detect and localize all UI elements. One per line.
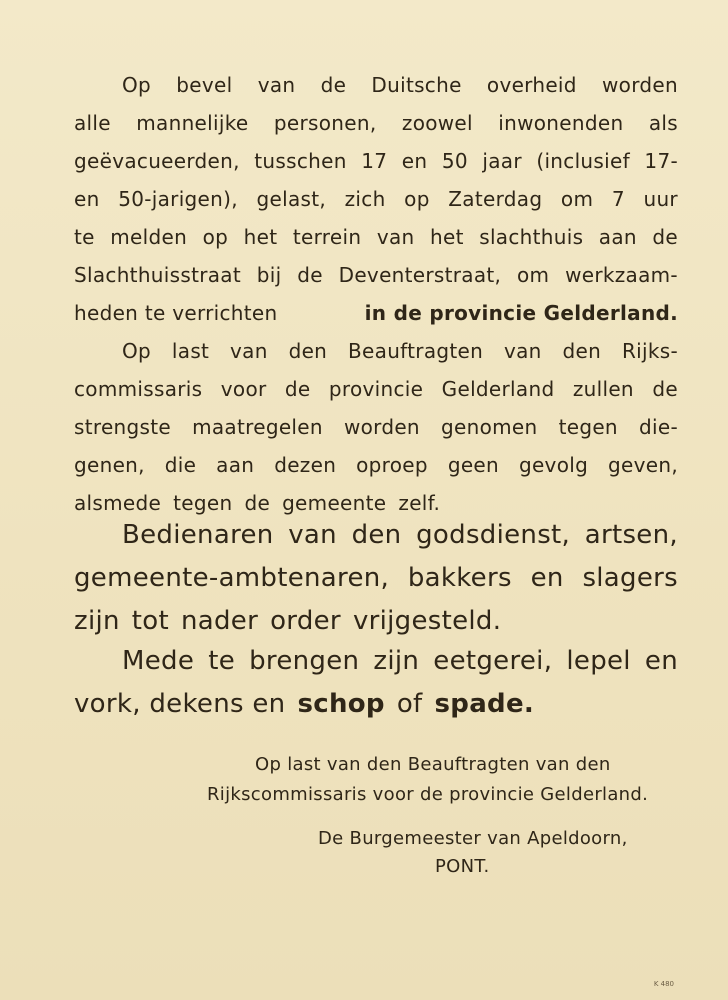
word: zich xyxy=(344,187,386,211)
word: Op xyxy=(122,73,152,97)
word: dezen xyxy=(274,453,337,477)
word: zoowel xyxy=(401,111,473,135)
word: slachthuis xyxy=(479,225,584,249)
printer-mark: K 480 xyxy=(653,980,674,988)
word: lepel xyxy=(566,646,631,676)
text-line xyxy=(74,332,678,370)
word: Rijks- xyxy=(621,339,678,363)
word: den xyxy=(562,339,602,363)
word: de xyxy=(652,225,678,249)
word: Op xyxy=(122,339,152,363)
word: het xyxy=(429,225,464,249)
text-line xyxy=(74,370,678,408)
text-line xyxy=(74,514,678,557)
word: van xyxy=(376,225,415,249)
word: Bedienaren xyxy=(122,520,274,550)
word: artsen, xyxy=(584,520,678,550)
word: Zaterdag xyxy=(448,187,543,211)
emphasis-schop: schop xyxy=(297,689,385,719)
word: Deventerstraat, xyxy=(338,263,502,287)
word: om xyxy=(516,263,550,287)
paragraph-order xyxy=(74,66,678,332)
word: worden xyxy=(602,73,678,97)
text-line xyxy=(74,408,678,446)
word: alsmede xyxy=(74,491,162,515)
text-line xyxy=(74,66,678,104)
word: (inclusief xyxy=(536,149,630,173)
text-word: of xyxy=(396,689,423,719)
text-line xyxy=(74,557,678,600)
word: de xyxy=(244,491,271,515)
text-line xyxy=(74,180,678,218)
word: tegen xyxy=(173,491,233,515)
word: de xyxy=(284,377,311,401)
signature-name: PONT. xyxy=(435,856,490,877)
word: strengste xyxy=(74,415,171,439)
word: op xyxy=(404,187,430,211)
authority-line-2: Rijkscommissaris voor de provincie Gelderland. xyxy=(207,784,649,805)
word: jaar xyxy=(482,149,522,173)
word: geven, xyxy=(608,453,678,477)
text-line-start: vork, dekens en xyxy=(74,689,286,719)
word: overheid xyxy=(486,73,577,97)
word: den xyxy=(288,339,328,363)
word: provincie xyxy=(328,377,424,401)
word: worden xyxy=(343,415,420,439)
word: van xyxy=(257,73,296,97)
text-line-start: heden te verrichten xyxy=(74,301,278,325)
word: van xyxy=(230,339,268,363)
text-line xyxy=(74,640,678,683)
word: order xyxy=(270,606,341,636)
word: inwonenden xyxy=(498,111,624,135)
text-line xyxy=(74,446,678,484)
word: gemeente xyxy=(282,491,387,515)
word: genen, xyxy=(74,453,145,477)
paragraph-penalty xyxy=(74,332,678,522)
word: op xyxy=(202,225,229,249)
word: uur xyxy=(643,187,678,211)
word: en xyxy=(644,646,678,676)
word: brengen xyxy=(249,646,360,676)
word: geëvacueerden, xyxy=(74,149,240,173)
text-line xyxy=(74,294,678,332)
word: 50-jarigen), xyxy=(118,187,238,211)
word: maatregelen xyxy=(192,415,323,439)
word: alle xyxy=(74,111,111,135)
word: personen, xyxy=(273,111,377,135)
word: gemeente-ambtenaren, xyxy=(74,563,390,593)
word: melden xyxy=(110,225,188,249)
word: terrein xyxy=(292,225,362,249)
word: commissaris xyxy=(74,377,203,401)
paragraph-exemptions xyxy=(74,514,678,643)
word: als xyxy=(648,111,678,135)
word: vrijgesteld. xyxy=(352,606,502,636)
word: zijn xyxy=(74,606,120,636)
text-line xyxy=(74,218,678,256)
word: tot xyxy=(131,606,169,636)
word: Slachthuisstraat xyxy=(74,263,241,287)
word: last xyxy=(171,339,210,363)
emphasis-gelderland: in de provincie Gelderland. xyxy=(364,301,678,325)
word: werkzaam- xyxy=(565,263,678,287)
word: van xyxy=(288,520,337,550)
word: gelast, xyxy=(256,187,327,211)
word: mannelijke xyxy=(136,111,249,135)
word: het xyxy=(243,225,278,249)
word: die- xyxy=(639,415,678,439)
word: zelf. xyxy=(398,491,441,515)
word: tusschen xyxy=(254,149,347,173)
word: tegen xyxy=(558,415,618,439)
text-line xyxy=(74,142,678,180)
word: aan xyxy=(216,453,255,477)
word: te xyxy=(208,646,236,676)
word: te xyxy=(74,225,95,249)
word: 17- xyxy=(644,149,678,173)
word: Duitsche xyxy=(371,73,462,97)
word: voor xyxy=(220,377,267,401)
word: van xyxy=(503,339,542,363)
text-line xyxy=(74,104,678,142)
word: de xyxy=(652,377,678,401)
paragraph-bring-items xyxy=(74,640,678,726)
word: godsdienst, xyxy=(416,520,571,550)
word: en xyxy=(401,149,428,173)
word: 7 xyxy=(611,187,625,211)
emphasis-spade: spade. xyxy=(434,689,535,719)
word: bevel xyxy=(176,73,233,97)
word: bakkers xyxy=(407,563,512,593)
word: gevolg xyxy=(518,453,589,477)
word: slagers xyxy=(582,563,678,593)
text-line xyxy=(74,600,678,643)
word: genomen xyxy=(441,415,538,439)
text-line xyxy=(74,683,678,726)
word: Mede xyxy=(122,646,195,676)
word: die xyxy=(164,453,197,477)
word: geen xyxy=(447,453,500,477)
signature-title: De Burgemeester van Apeldoorn, xyxy=(318,828,628,849)
word: aan xyxy=(598,225,637,249)
word: nader xyxy=(180,606,259,636)
word: 17 xyxy=(361,149,388,173)
word: Beauftragten xyxy=(348,339,484,363)
word: Gelderland xyxy=(441,377,555,401)
word: en xyxy=(74,187,100,211)
word: oproep xyxy=(356,453,428,477)
word: en xyxy=(530,563,564,593)
word: den xyxy=(351,520,402,550)
authority-line-1: Op last van den Beauftragten van den xyxy=(255,754,611,775)
word: zijn xyxy=(373,646,420,676)
word: zullen xyxy=(572,377,634,401)
word: 50 xyxy=(441,149,468,173)
word: de xyxy=(320,73,347,97)
word: bij xyxy=(256,263,282,287)
text-line xyxy=(74,256,678,294)
word: de xyxy=(297,263,323,287)
word: eetgerei, xyxy=(433,646,553,676)
word: om xyxy=(560,187,594,211)
